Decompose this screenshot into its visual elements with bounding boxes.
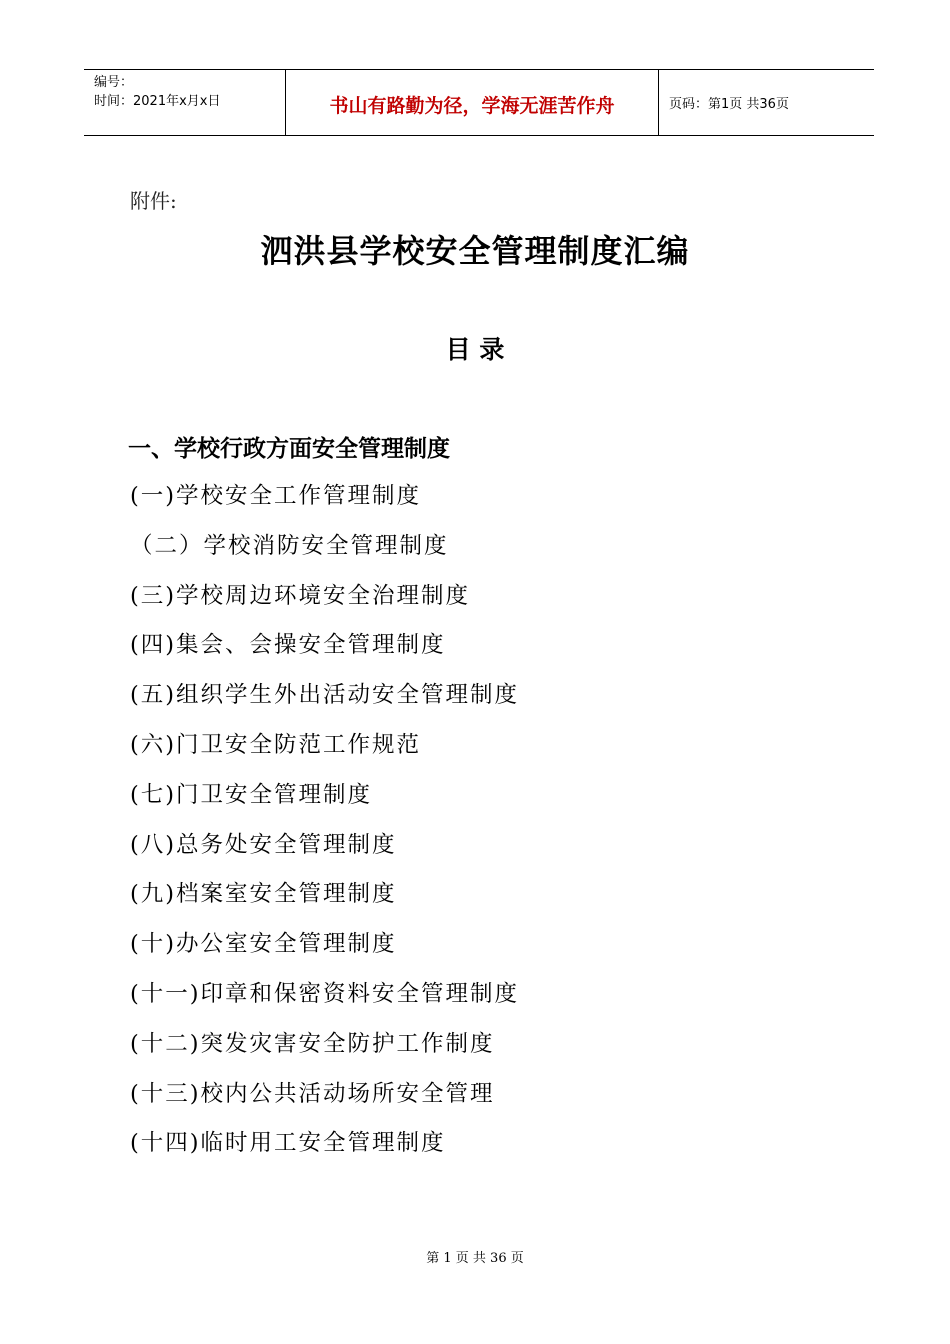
- toc-item: (十二)突发灾害安全防护工作制度: [130, 1030, 495, 1057]
- toc-item: (十一)印章和保密资料安全管理制度: [130, 980, 520, 1007]
- toc-item: (一)学校安全工作管理制度: [130, 483, 422, 509]
- page-footer: 第 1 页 共 36 页: [426, 1251, 524, 1266]
- toc-item: (九)档案室安全管理制度: [130, 881, 397, 908]
- toc-item: (三)学校周边环境安全治理制度: [130, 582, 471, 609]
- header-number-label: 编号：: [94, 75, 134, 90]
- header-left-cell: [84, 70, 286, 135]
- toc-item: (六)门卫安全防范工作规范: [130, 731, 422, 758]
- header-right-cell: [659, 70, 874, 135]
- section-heading: 一、学校行政方面安全管理制度: [128, 436, 450, 462]
- attachment-label: 附件:: [130, 189, 177, 213]
- page-header: [84, 69, 874, 136]
- toc-item: (八)总务处安全管理制度: [130, 831, 397, 858]
- toc-title: 目 录: [445, 335, 505, 364]
- toc-item: (四)集会、会操安全管理制度: [130, 632, 446, 659]
- toc-item: (十四)临时用工安全管理制度: [130, 1130, 446, 1157]
- document-title: 泗洪县学校安全管理制度汇编: [260, 232, 690, 270]
- toc-item: (十)办公室安全管理制度: [130, 931, 397, 958]
- toc-item: (五)组织学生外出活动安全管理制度: [130, 682, 520, 709]
- header-time-label: 时间：2021年x月x日: [94, 94, 221, 109]
- header-motto: 书山有路勤为径，学海无涯苦作舟: [329, 95, 615, 117]
- toc-item: (七)门卫安全管理制度: [130, 781, 373, 808]
- header-page-info: 页码：第1页 共36页: [669, 97, 789, 112]
- header-middle-cell: [286, 70, 659, 135]
- toc-list: [130, 480, 519, 1177]
- toc-item: （二）学校消防安全管理制度: [130, 532, 449, 559]
- toc-item: (十三)校内公共活动场所安全管理: [130, 1080, 495, 1107]
